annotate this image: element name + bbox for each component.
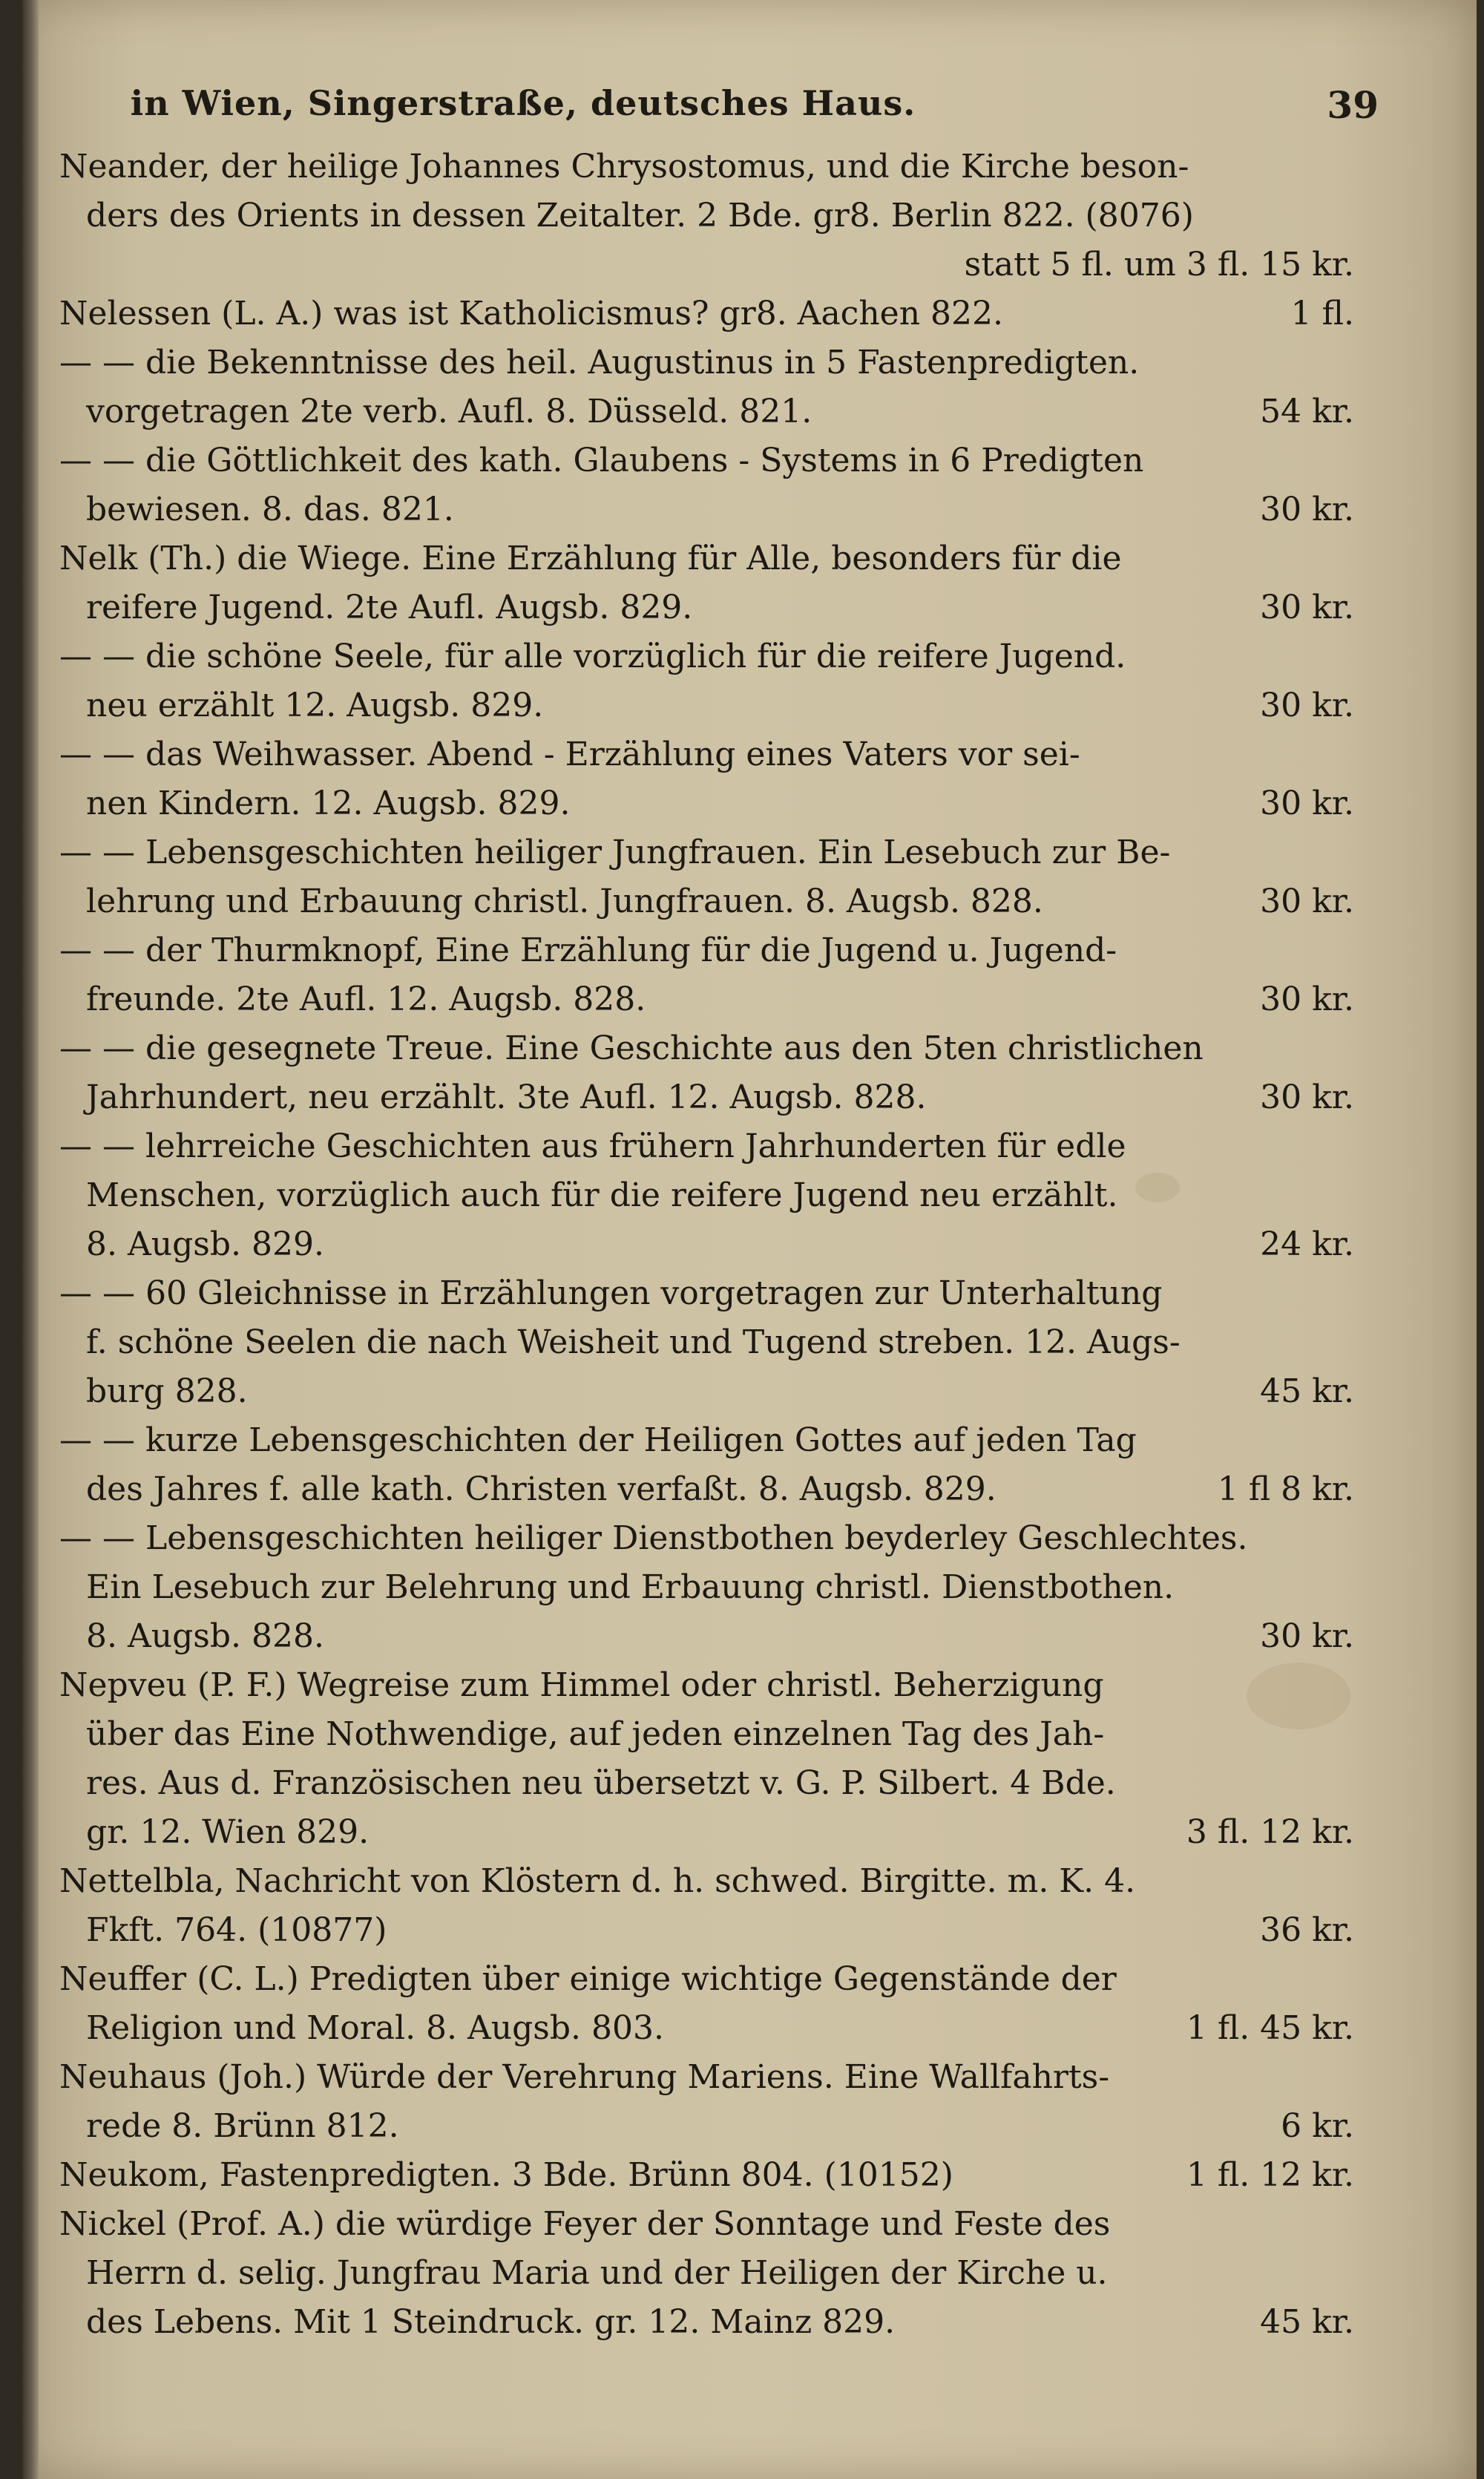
entry-line bbox=[59, 387, 1354, 436]
entry-line bbox=[59, 436, 1354, 485]
entry-price: 1 fl. 45 kr. bbox=[1186, 2009, 1354, 2047]
entry-price: 6 kr. bbox=[1281, 2107, 1354, 2145]
entry-line bbox=[59, 1563, 1354, 1612]
catalog-entry bbox=[59, 2200, 1354, 2347]
entry-line bbox=[59, 2102, 1354, 2151]
entry-line bbox=[59, 1024, 1354, 1073]
entry-line bbox=[59, 1857, 1354, 1906]
entry-line bbox=[59, 191, 1354, 240]
entry-text: Herrn d. selig. Jungfrau Maria und der Heiligen der Kirche u. bbox=[86, 2254, 1108, 2292]
entry-text: Ein Lesebuch zur Belehrung und Erbauung christl. Dienstbothen. bbox=[86, 1568, 1175, 1606]
entry-line bbox=[59, 1416, 1354, 1465]
entry-text: burg 828. bbox=[86, 1372, 248, 1410]
entry-price: 30 kr. bbox=[1260, 687, 1354, 724]
catalog-entry bbox=[59, 1122, 1354, 1269]
entry-text: gr. 12. Wien 829. bbox=[86, 1813, 370, 1851]
entry-text: des Jahres f. alle kath. Christen verfaßt. 8. Augsb. 829. bbox=[86, 1470, 997, 1508]
catalog-entry bbox=[59, 338, 1354, 436]
entry-text: ders des Orients in dessen Zeitalter. 2 Bde. gr8. Berlin 822. (8076) bbox=[86, 197, 1194, 235]
entry-text: des Lebens. Mit 1 Steindruck. gr. 12. Mainz 829. bbox=[86, 2303, 896, 2341]
entry-price: 45 kr. bbox=[1260, 2303, 1354, 2341]
entry-line bbox=[59, 1710, 1354, 1759]
entry-text: Nelessen (L. A.) was ist Katholicismus? gr8. Aachen 822. bbox=[59, 295, 1003, 333]
entry-line bbox=[59, 828, 1354, 877]
entry-text: — — Lebensgeschichten heiliger Dienstbothen beyderley Geschlechtes. bbox=[59, 1519, 1248, 1557]
entry-text: — — der Thurmknopf, Eine Erzählung für die Jugend u. Jugend- bbox=[59, 931, 1117, 969]
entry-line bbox=[59, 2298, 1354, 2347]
entry-price: 1 fl. bbox=[1290, 295, 1354, 333]
entry-text: Nettelbla, Nachricht von Klöstern d. h. schwed. Birgitte. m. K. 4. bbox=[59, 1862, 1136, 1900]
entry-text: Nickel (Prof. A.) die würdige Feyer der Sonntage und Feste des bbox=[59, 2205, 1111, 2243]
entry-text: — — kurze Lebensgeschichten der Heiligen Gottes auf jeden Tag bbox=[59, 1421, 1137, 1459]
entry-line bbox=[59, 926, 1354, 975]
entry-line bbox=[59, 1220, 1354, 1269]
entry-price: 36 kr. bbox=[1260, 1911, 1354, 1949]
entry-price: 30 kr. bbox=[1260, 785, 1354, 822]
entry-price: statt 5 fl. um 3 fl. 15 kr. bbox=[964, 246, 1354, 284]
entry-text: — — die schöne Seele, für alle vorzüglich für die reifere Jugend. bbox=[59, 638, 1126, 675]
catalog-entry bbox=[59, 289, 1354, 338]
entry-line bbox=[59, 2200, 1354, 2249]
entry-line bbox=[59, 1661, 1354, 1710]
entry-text: Nelk (Th.) die Wiege. Eine Erzählung für Alle, besonders für die bbox=[59, 540, 1122, 577]
entry-price: 30 kr. bbox=[1260, 882, 1354, 920]
entry-text: lehrung und Erbauung christl. Jungfrauen. 8. Augsb. 828. bbox=[86, 882, 1043, 920]
catalog-entry bbox=[59, 2151, 1354, 2200]
entry-line bbox=[59, 1367, 1354, 1416]
entry-text: — — lehrreiche Geschichten aus frühern Jahrhunderten für edle bbox=[59, 1127, 1126, 1165]
entry-price: 1 fl. 12 kr. bbox=[1186, 2156, 1354, 2194]
entry-text: — — die Bekenntnisse des heil. Augustinus in 5 Fastenpredigten. bbox=[59, 344, 1140, 381]
entry-text: reifere Jugend. 2te Aufl. Augsb. 829. bbox=[86, 589, 693, 626]
entry-line bbox=[59, 1318, 1354, 1367]
entry-line bbox=[59, 2053, 1354, 2102]
catalog-entry bbox=[59, 730, 1354, 828]
catalog-entry bbox=[59, 2053, 1354, 2151]
entry-text: Neuhaus (Joh.) Würde der Verehrung Mariens. Eine Wallfahrts- bbox=[59, 2058, 1110, 2096]
entry-line bbox=[59, 779, 1354, 828]
entry-price: 30 kr. bbox=[1260, 491, 1354, 528]
page-header bbox=[22, 83, 1477, 135]
entry-line bbox=[59, 1612, 1354, 1661]
entry-price: 3 fl. 12 kr. bbox=[1186, 1813, 1354, 1851]
entry-text: über das Eine Nothwendige, auf jeden einzelnen Tag des Jah- bbox=[86, 1715, 1105, 1753]
entry-line bbox=[59, 1514, 1354, 1563]
entry-text: — — die gesegnete Treue. Eine Geschichte aus den 5ten christlichen bbox=[59, 1029, 1204, 1067]
entry-line bbox=[59, 2249, 1354, 2298]
catalog-entry bbox=[59, 1269, 1354, 1416]
entry-text: Nepveu (P. F.) Wegreise zum Himmel oder christl. Beherzigung bbox=[59, 1666, 1104, 1704]
entry-line bbox=[59, 1269, 1354, 1318]
entry-text: — — 60 Gleichnisse in Erzählungen vorgetragen zur Unterhaltung bbox=[59, 1274, 1163, 1312]
entry-text: Menschen, vorzüglich auch für die reifere Jugend neu erzählt. bbox=[86, 1176, 1118, 1214]
catalog-entry bbox=[59, 1024, 1354, 1122]
entry-price: 1 fl 8 kr. bbox=[1217, 1470, 1354, 1508]
catalog-entry bbox=[59, 1416, 1354, 1514]
entry-line bbox=[59, 583, 1354, 632]
entry-price: 24 kr. bbox=[1260, 1225, 1354, 1263]
entry-line bbox=[59, 1465, 1354, 1514]
entry-text: Fkft. 764. (10877) bbox=[86, 1911, 387, 1949]
entry-line bbox=[59, 485, 1354, 534]
catalog-entries bbox=[59, 143, 1354, 2347]
entry-line bbox=[59, 2004, 1354, 2053]
entry-text: Neander, der heilige Johannes Chrysostomus, und die Kirche beson- bbox=[59, 148, 1189, 186]
entry-line bbox=[59, 877, 1354, 926]
catalog-entry bbox=[59, 436, 1354, 534]
entry-text: Neuffer (C. L.) Predigten über einige wichtige Gegenstände der bbox=[59, 1960, 1117, 1998]
entry-text: freunde. 2te Aufl. 12. Augsb. 828. bbox=[86, 980, 646, 1018]
entry-line bbox=[59, 1073, 1354, 1122]
entry-price: 30 kr. bbox=[1260, 1078, 1354, 1116]
entry-price: 30 kr. bbox=[1260, 1617, 1354, 1655]
entry-price: 54 kr. bbox=[1260, 393, 1354, 430]
entry-text: — — die Göttlichkeit des kath. Glaubens - Systems in 6 Predigten bbox=[59, 442, 1144, 479]
entry-line bbox=[59, 534, 1354, 583]
entry-price: 30 kr. bbox=[1260, 980, 1354, 1018]
catalog-entry bbox=[59, 1514, 1354, 1661]
entry-text: nen Kindern. 12. Augsb. 829. bbox=[86, 785, 571, 822]
entry-text: 8. Augsb. 828. bbox=[86, 1617, 324, 1655]
entry-text: bewiesen. 8. das. 821. bbox=[86, 491, 454, 528]
catalog-entry bbox=[59, 828, 1354, 926]
entry-line bbox=[59, 1122, 1354, 1171]
page-edge bbox=[22, 0, 39, 2479]
entry-price: 30 kr. bbox=[1260, 589, 1354, 626]
catalog-entry bbox=[59, 926, 1354, 1024]
catalog-entry bbox=[59, 1955, 1354, 2053]
entry-line bbox=[59, 143, 1354, 191]
entry-text: vorgetragen 2te verb. Aufl. 8. Düsseld. 821. bbox=[86, 393, 812, 430]
entry-line bbox=[59, 338, 1354, 387]
entry-line bbox=[59, 681, 1354, 730]
entry-line bbox=[59, 1759, 1354, 1808]
entry-line bbox=[59, 240, 1354, 289]
entry-text: — — das Weihwasser. Abend - Erzählung eines Vaters vor sei- bbox=[59, 736, 1080, 773]
entry-text: Neukom, Fastenpredigten. 3 Bde. Brünn 804. (10152) bbox=[59, 2156, 953, 2194]
entry-line bbox=[59, 632, 1354, 681]
catalog-entry bbox=[59, 1857, 1354, 1955]
entry-text: Jahrhundert, neu erzählt. 3te Aufl. 12. Augsb. 828. bbox=[86, 1078, 927, 1116]
catalog-entry bbox=[59, 143, 1354, 289]
entry-text: Religion und Moral. 8. Augsb. 803. bbox=[86, 2009, 664, 2047]
catalog-entry bbox=[59, 632, 1354, 730]
entry-line bbox=[59, 730, 1354, 779]
book-page bbox=[22, 0, 1477, 2479]
entry-line bbox=[59, 1906, 1354, 1955]
entry-line bbox=[59, 1808, 1354, 1857]
entry-line bbox=[59, 975, 1354, 1024]
entry-text: res. Aus d. Französischen neu übersetzt v. G. P. Silbert. 4 Bde. bbox=[86, 1764, 1116, 1802]
page-number: 39 bbox=[1327, 83, 1379, 127]
entry-text: f. schöne Seelen die nach Weisheit und Tugend streben. 12. Augs- bbox=[86, 1323, 1181, 1361]
entry-price: 45 kr. bbox=[1260, 1372, 1354, 1410]
entry-text: 8. Augsb. 829. bbox=[86, 1225, 324, 1263]
entry-text: — — Lebensgeschichten heiliger Jungfrauen. Ein Lesebuch zur Be- bbox=[59, 834, 1171, 871]
entry-line bbox=[59, 2151, 1354, 2200]
catalog-entry bbox=[59, 1661, 1354, 1857]
catalog-entry bbox=[59, 534, 1354, 632]
entry-line bbox=[59, 289, 1354, 338]
entry-text: rede 8. Brünn 812. bbox=[86, 2107, 399, 2145]
entry-text: neu erzählt 12. Augsb. 829. bbox=[86, 687, 544, 724]
entry-line bbox=[59, 1171, 1354, 1220]
entry-line bbox=[59, 1955, 1354, 2004]
running-head: in Wien, Singerstraße, deutsches Haus. bbox=[130, 83, 916, 123]
